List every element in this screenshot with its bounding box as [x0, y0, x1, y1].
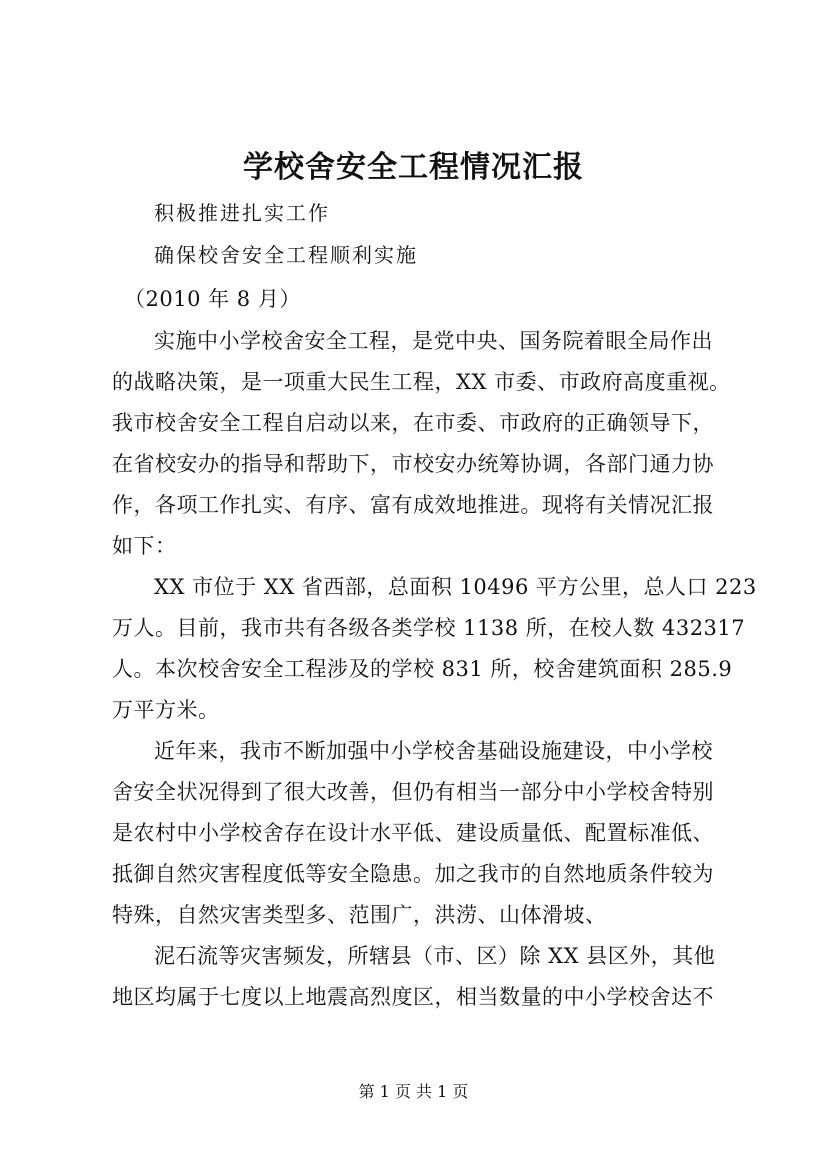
- body-line: 抵御自然灾害程度低等安全隐患。加之我市的自然地质条件较为: [112, 862, 714, 886]
- body-line: 作，各项工作扎实、有序、富有成效地推进。现将有关情况汇报: [112, 493, 714, 517]
- body-line: 万平方米。: [112, 698, 220, 722]
- body-line: 的战略决策，是一项重大民生工程，XX 市委、市政府高度重视。: [112, 370, 731, 394]
- body-line: 实施中小学校舍安全工程，是党中央、国务院着眼全局作出: [154, 329, 713, 353]
- body-line: 万人。目前，我市共有各级各类学校 1138 所，在校人数 432317: [112, 616, 746, 640]
- subtitle-line-2: 确保校舍安全工程顺利实施: [154, 243, 418, 267]
- subtitle-line-1: 积极推进扎实工作: [154, 201, 330, 225]
- body-line: XX 市位于 XX 省西部，总面积 10496 平方公里，总人口 223: [154, 575, 757, 599]
- body-line: 在省校安办的指导和帮助下，市校安办统筹协调，各部门通力协: [112, 452, 714, 476]
- body-line: 地区均属于七度以上地震高烈度区，相当数量的中小学校舍达不: [112, 985, 714, 1009]
- body-line: 如下：: [112, 534, 177, 558]
- body-line: 我市校舍安全工程自启动以来，在市委、市政府的正确领导下，: [112, 411, 714, 435]
- body-line: 是农村中小学校舍存在设计水平低、建设质量低、配置标准低、: [112, 821, 714, 845]
- body-line: 泥石流等灾害频发，所辖县（市、区）除 XX 县区外，其他: [154, 944, 716, 968]
- document-title: 学校舍安全工程情况汇报: [243, 150, 584, 185]
- page-number-footer: 第 1 页 共 1 页: [358, 1082, 469, 1101]
- body-line: 人。本次校舍安全工程涉及的学校 831 所，校舍建筑面积 285.9: [112, 657, 733, 681]
- body-line: 近年来，我市不断加强中小学校舍基础设施建设，中小学校: [154, 739, 713, 763]
- date-line: （2010 年 8 月）: [124, 287, 301, 311]
- body-line: 特殊，自然灾害类型多、范围广，洪涝、山体滑坡、: [112, 903, 607, 927]
- body-line: 舍安全状况得到了很大改善，但仍有相当一部分中小学校舍特别: [112, 780, 714, 804]
